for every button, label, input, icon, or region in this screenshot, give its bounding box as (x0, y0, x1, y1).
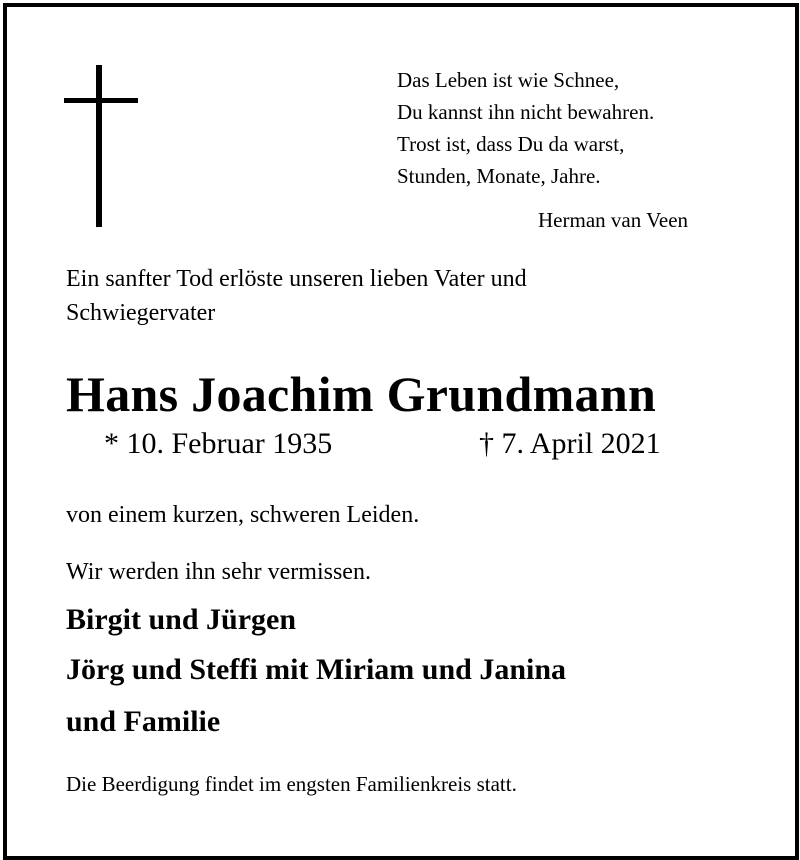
intro-line-2: Schwiegervater (66, 300, 216, 326)
poem-line: Trost ist, dass Du da warst, (397, 132, 625, 156)
funeral-note: Die Beerdigung findet im engsten Familienkreis statt. (66, 772, 517, 796)
poem-line: Du kannst ihn nicht bewahren. (397, 100, 655, 124)
poem (397, 64, 654, 192)
cause-of-death: von einem kurzen, schweren Leiden. (66, 502, 420, 528)
missing-statement: Wir werden ihn sehr vermissen. (66, 559, 371, 585)
mourner-line: und Familie (66, 705, 221, 738)
cross-horizontal-bar (64, 98, 138, 103)
poem-author: Herman van Veen (538, 208, 689, 232)
poem-line: Stunden, Monate, Jahre. (397, 164, 601, 188)
mourner-line: Jörg und Steffi mit Miriam und Janina (66, 653, 567, 686)
birth-date: * 10. Februar 1935 (104, 427, 333, 460)
intro-line-1: Ein sanfter Tod erlöste unseren lieben Vater und (66, 266, 527, 292)
poem-line: Das Leben ist wie Schnee, (397, 68, 620, 92)
intro-text (66, 262, 527, 330)
deceased-name: Hans Joachim Grundmann (66, 366, 657, 422)
death-date: † 7. April 2021 (479, 427, 661, 460)
cross-vertical-bar (96, 65, 102, 227)
mourner-line: Birgit und Jürgen (66, 603, 297, 636)
